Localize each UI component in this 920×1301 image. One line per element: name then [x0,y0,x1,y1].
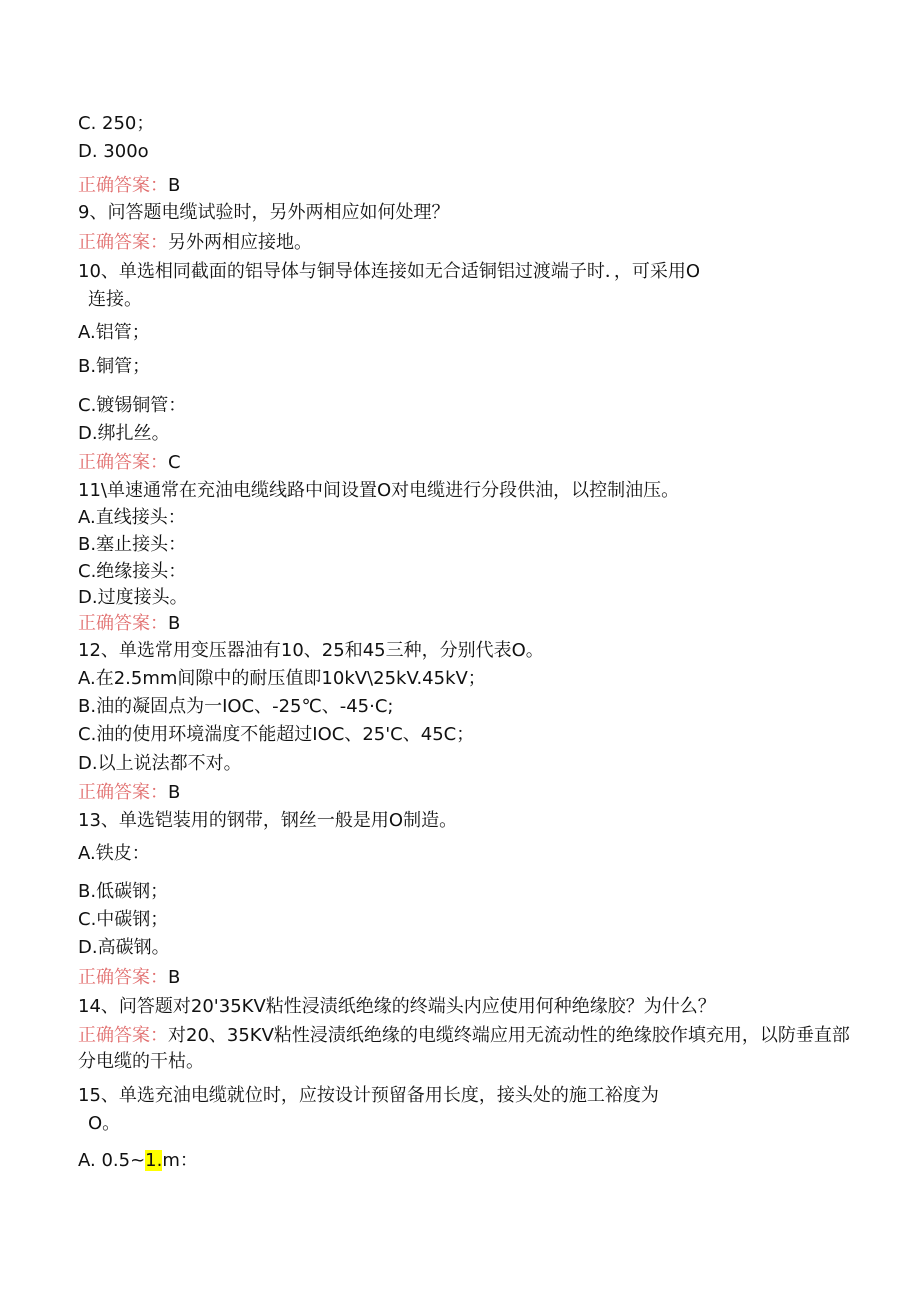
option-d: D.以上说法都不对。 [78,753,242,774]
question-9: 9、问答题电缆试验时，另外两相应如何处理？ [78,202,450,223]
answer-line [78,450,860,476]
answer-line [78,173,860,199]
option-d: D.过度接头。 [78,587,188,608]
option-a-suffix: m： [162,1150,198,1171]
question-10: 10、单选相同截面的铝导体与铜导体连接如无合适铜铝过渡端子时．，可采用O [78,261,701,282]
option-a: A.在2.5mm间隙中的耐压值即10kV\25kV.45kV； [78,668,486,689]
option-d: D. 300o [78,141,149,162]
answer-value: B [168,613,181,634]
option-a: A.铝管； [78,322,150,343]
option-c: C.镀锡铜管： [78,395,187,416]
option-c: C.中碳钢； [78,909,169,930]
option-a [78,1148,860,1174]
answer-label: 正确答案： [78,452,168,473]
option-d: D.绑扎丝。 [78,423,170,444]
answer-label: 正确答案： [78,782,168,803]
answer-value: 对20、35KV粘性浸渍纸绝缘的电缆终端应用无流动性的绝缘胶作填充用，以防垂直部分电缆的干枯。 [78,1025,850,1072]
answer-value: 另外两相应接地。 [168,232,312,253]
question-15: 15、单选充油电缆就位时，应按设计预留备用长度，接头处的施工裕度为 [78,1085,659,1106]
question-15-cont: O。 [88,1113,121,1134]
answer-line [78,1023,860,1075]
answer-line [78,965,860,991]
answer-line [78,611,860,637]
answer-value: B [168,967,181,988]
option-b: B.塞止接头： [78,534,187,555]
question-13: 13、单选铠装用的钢带，钢丝一般是用O制造。 [78,810,458,831]
highlighted-text: 1. [145,1150,163,1171]
answer-line [78,230,860,256]
answer-label: 正确答案： [78,967,168,988]
answer-label: 正确答案： [78,175,168,196]
option-c: C. 250； [78,113,155,134]
option-d: D.高碳钢。 [78,937,170,958]
answer-line [78,780,860,806]
option-c: C.油的使用环境湍度不能超过IOC、25'C、45C； [78,724,475,745]
question-11: 11\单速通常在充油电缆线路中间设置O对电缆进行分段供油，以控制油压。 [78,480,680,501]
question-12: 12、单选常用变压器油有10、25和45三种，分别代表O。 [78,640,544,661]
answer-value: B [168,782,181,803]
answer-value: C [168,452,181,473]
answer-value: B [168,175,181,196]
option-b: B.铜管； [78,356,151,377]
option-c: C.绝缘接头： [78,561,187,582]
option-a: A.直线接头： [78,507,186,528]
option-b: B.低碳钢； [78,881,169,902]
option-a-prefix: A. 0.5~ [78,1150,146,1171]
answer-label: 正确答案： [78,613,168,634]
option-a: A.铁皮： [78,843,150,864]
answer-label: 正确答案： [78,1025,168,1046]
question-10-cont: 连接。 [88,289,142,310]
answer-label: 正确答案： [78,232,168,253]
question-14: 14、问答题对20'35KV粘性浸渍纸绝缘的终端头内应使用何种绝缘胶？为什么？ [78,996,716,1017]
option-b: B.油的凝固点为一IOC、-25℃、-45·C; [78,696,394,717]
